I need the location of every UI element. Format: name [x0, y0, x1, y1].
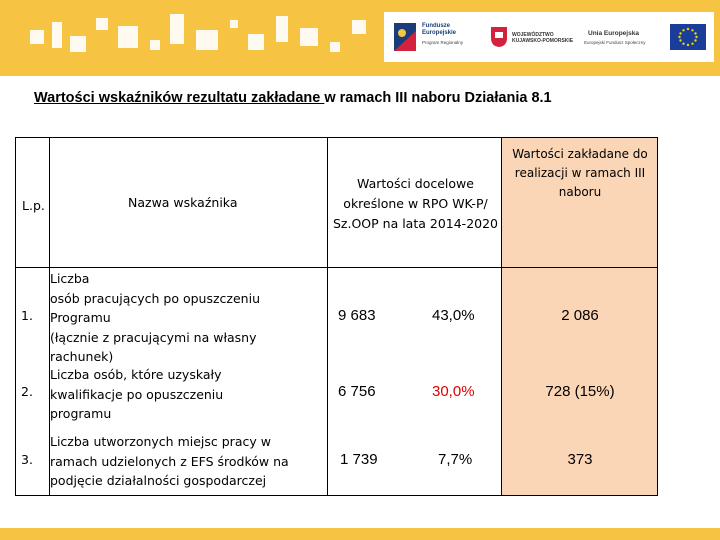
header-target: [329, 174, 502, 234]
row-percent: 43,0%: [432, 307, 475, 324]
row-planned: 373: [567, 451, 593, 468]
row-target: 1 739: [340, 451, 378, 468]
row-name-line: (łącznie z pracującymi na własny: [50, 329, 257, 345]
header-divider: [16, 267, 657, 268]
row-name-line: Liczba osób, które uzyskały: [50, 367, 222, 382]
row-name: [50, 365, 320, 424]
row-name-line: rachunek): [50, 349, 114, 364]
title-underlined: Wartości wskaźników rezultatu zakładane: [34, 90, 325, 106]
header-planned-line: Wartości zakładane do: [512, 147, 648, 161]
row-name-line: programu: [50, 406, 112, 421]
header-target-line: Sz.OOP na lata 2014-2020: [332, 216, 498, 231]
row-name-line: podjęcie działalności gospodarczej: [50, 473, 267, 488]
row-name-line: Programu: [50, 310, 111, 325]
decor-square: [52, 22, 62, 48]
row-percent: 7,7%: [438, 451, 473, 468]
row-name: [50, 432, 326, 491]
eu-flag-icon: [670, 24, 706, 50]
title-rest: w ramach III naboru Działania 8.1: [324, 90, 552, 106]
kujawsko-pomorskie-logo: [490, 18, 576, 56]
header-target-line: określone w RPO WK-P/: [343, 196, 488, 211]
header-planned-line: naboru: [558, 185, 602, 199]
decor-square: [170, 14, 184, 44]
row-name: [50, 269, 320, 367]
decor-square: [70, 36, 86, 52]
col-divider: [327, 138, 328, 495]
decor-square: [330, 42, 340, 52]
fe-sub: Program Regionalny: [422, 40, 464, 45]
row-percent: 30,0%: [432, 383, 475, 400]
row-lp: 3.: [21, 452, 33, 467]
row-name-line: Liczba utworzonych miejsc pracy w: [50, 434, 271, 449]
decor-square: [96, 18, 108, 30]
row-name-line: kwalifikacje po opuszczeniu: [50, 386, 224, 402]
row-lp: 1.: [21, 308, 33, 323]
decor-square: [118, 26, 138, 48]
decor-square: [196, 30, 218, 50]
decor-square: [230, 20, 238, 28]
header-lp: L.p.: [22, 198, 45, 213]
decor-square: [352, 20, 366, 34]
row-lp: 2.: [21, 384, 33, 399]
kp-line2: KUJAWSKO-POMORSKIE: [512, 38, 574, 44]
logo-bar: [384, 12, 714, 62]
decor-square: [248, 34, 264, 50]
ue-line1: Unia Europejska: [588, 30, 639, 37]
decor-square: [276, 16, 288, 42]
fe-line2: Europejskie: [422, 30, 457, 36]
header-name: Nazwa wskaźnika: [128, 195, 238, 210]
page-title: [34, 90, 694, 106]
row-name-line: ramach udzielonych z EFS środków na: [50, 453, 289, 469]
header-planned: [502, 145, 658, 202]
row-planned: 2 086: [561, 307, 599, 324]
unia-europejska-logo: [584, 18, 708, 56]
row-planned: 728 (15%): [545, 383, 615, 400]
row-target: 9 683: [338, 307, 376, 324]
header-target-line: Wartości docelowe: [357, 176, 474, 191]
row-target: 6 756: [338, 383, 376, 400]
indicators-table: [15, 137, 658, 496]
header-banner: [0, 0, 720, 76]
kp-crest-icon: [490, 26, 508, 48]
fe-line1: Fundusze: [422, 23, 450, 29]
kp-line1: WOJEWÓDZTWO: [512, 32, 554, 38]
header-planned-line: realizacji w ramach III: [514, 166, 646, 180]
decor-square: [150, 40, 160, 50]
row-name-line: Liczba: [50, 271, 90, 286]
decor-square: [300, 28, 318, 46]
row-name-line: osób pracujących po opuszczeniu: [50, 290, 260, 306]
decor-square: [30, 30, 44, 44]
footer-band: [0, 528, 720, 540]
fe-emblem-icon: [392, 21, 418, 53]
ue-sub: Europejski Fundusz Społeczny: [584, 40, 646, 45]
fundusze-europejskie-logo: [392, 18, 482, 56]
